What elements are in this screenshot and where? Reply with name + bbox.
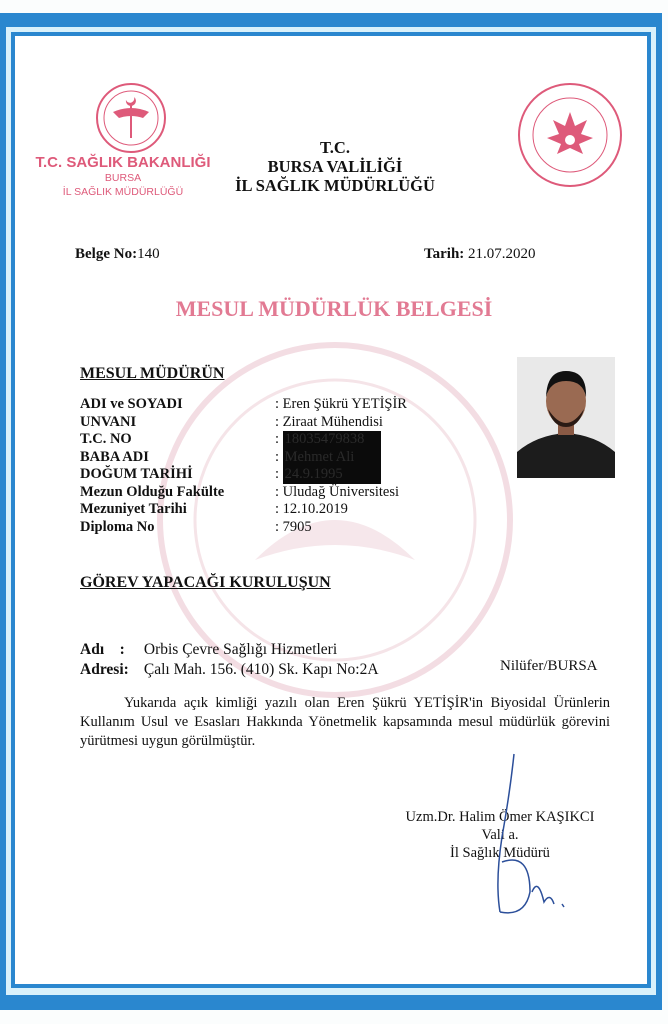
field-row: Mezuniyet Tarihi : 12.10.2019 (80, 501, 348, 517)
document-title: MESUL MÜDÜRLÜK BELGESİ (175, 296, 493, 321)
organization-city: Nilüfer/BURSA (500, 658, 598, 674)
redacted-value: 18035479838 (283, 431, 381, 449)
field-row: DOĞUM TARİHİ : 24.9.1995 (80, 466, 407, 484)
redacted-value: 24.9.1995 (283, 466, 381, 484)
document-header: T.C. BURSA VALİLİĞİ İL SAĞLIK MÜDÜRLÜĞÜ (235, 138, 435, 195)
field-row: Diploma No : 7905 (80, 518, 312, 535)
field-row: UNVANI : Ziraat Mühendisi (80, 413, 383, 430)
approval-paragraph: Yukarıda açık kimliği yazılı olan Eren Şükrü YETİŞİR'in Biyosidal Ürünlerin Kullanım Usul ve Esasları Hakkında Yönetmelik kapsamında mesul müdürlük görevini yürütmesi uygun görülmüştür. (80, 695, 610, 749)
ministry-name: T.C. SAĞLIK BAKANLIĞI BURSA İL SAĞLIK MÜDÜRLÜĞÜ (35, 154, 211, 198)
manager-section-title: MESUL MÜDÜRÜN (80, 365, 225, 382)
governorship-seal-icon (517, 82, 623, 188)
redacted-value: Mehmet Ali (283, 449, 381, 467)
field-row: BABA ADI : Mehmet Ali (80, 449, 407, 467)
field-row: T.C. NO : 18035479838 (80, 431, 407, 449)
ministry-logo-icon (95, 82, 167, 154)
id-photo (517, 357, 615, 478)
signature-block: Uzm.Dr. Halim Ömer KAŞIKCI Vali a. İl Sağlık Müdürü (405, 809, 595, 861)
document-date: Tarih: 21.07.2020 (424, 246, 536, 262)
field-row: ADI ve SOYADI : Eren Şükrü YETİŞİR (80, 396, 407, 412)
manager-fields (80, 396, 407, 536)
organization-section-title: GÖREV YAPACAĞI KURULUŞUN (80, 574, 331, 591)
field-row: Mezun Olduğu Fakülte : Uludağ Üniversitesi (80, 483, 400, 500)
handwritten-signature (480, 752, 570, 922)
organization-details: Adı : Orbis Çevre Sağlığı Hizmetleri Adresi: Çalı Mah. 156. (410) Sk. Kapı No:2A (80, 641, 379, 678)
document-number: Belge No:140 (75, 246, 160, 262)
